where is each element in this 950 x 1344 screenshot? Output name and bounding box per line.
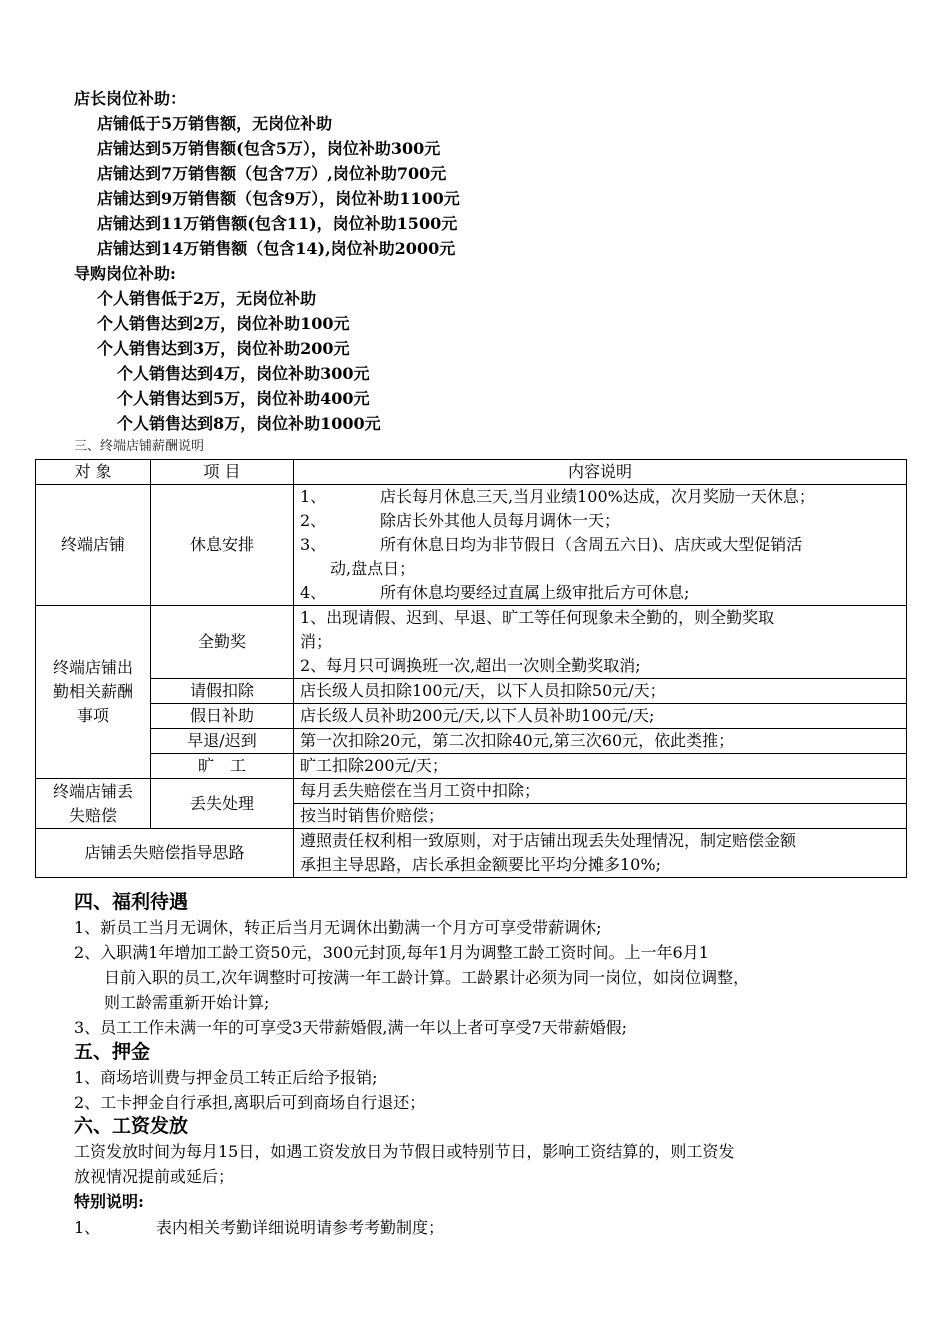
rest-item-cell: 休息安排 (151, 485, 294, 606)
manager-allowance-title: 店长岗位补助： (74, 89, 187, 108)
cell-text: 事项 (76, 706, 109, 725)
section5-item: 1、商场培训费与押金员工转正后给予报销; (74, 1068, 378, 1087)
loss-object-cell (36, 779, 151, 829)
special-notes-title: 特别说明: (74, 1192, 144, 1211)
section4-item: 日前入职的员工,次年调整时可按满一年工龄计算。工龄累计必须为同一岗位，如岗位调整， (104, 968, 750, 987)
full-attendance-content-cell (294, 606, 907, 679)
cell-text: 终端店铺丢 (52, 781, 133, 801)
list-item (300, 509, 900, 533)
item-number: 4、 (300, 583, 327, 602)
full-attendance-item-cell: 全勤奖 (151, 606, 294, 679)
loss-item-cell: 丢失处理 (151, 779, 294, 829)
manager-allowance-item: 店铺达到5万销售额(包含5万），岗位补助300元 (97, 139, 441, 158)
cell-text: 1、出现请假、迟到、早退、旷工等任何现象未全勤的，则全勤奖取 (300, 608, 775, 627)
table-row (36, 679, 907, 704)
manager-allowance-item: 店铺低于5万销售额，无岗位补助 (97, 114, 333, 133)
section6-text: 工资发放时间为每月15日，如遇工资发放日为节假日或特别节日，影响工资结算的，则工资发 (74, 1142, 735, 1161)
item-number: 3、 (300, 535, 327, 554)
cell-text: 消； (300, 632, 333, 651)
section6-text: 放视情况提前或延后； (74, 1167, 235, 1186)
guide-allowance-item: 个人销售达到3万，岗位补助200元 (97, 339, 350, 358)
rest-content-cell (294, 485, 907, 606)
rest-object-cell: 终端店铺 (36, 485, 151, 606)
absent-item-cell: 旷 工 (151, 754, 294, 779)
table-row (36, 754, 907, 779)
item-text: 所有休息日均为非节假日（含周五六日)、店庆或大型促销活 (380, 535, 803, 554)
loss-content-cell: 按当时销售价赔偿； (294, 804, 907, 829)
cell-text: 勤相关薪酬 (52, 682, 133, 701)
late-item-cell: 早退/迟到 (151, 729, 294, 754)
section4-item: 2、入职满1年增加工龄工资50元，300元封顶,每年1月为调整工龄工资时间。上一年6月1 (74, 943, 709, 962)
holiday-item-cell: 假日补助 (151, 704, 294, 729)
guide-allowance-item: 个人销售达到5万，岗位补助400元 (117, 389, 370, 408)
section5-title: 五、押金 (74, 1041, 151, 1063)
item-number: 2、 (300, 511, 327, 530)
late-content-cell: 第一次扣除20元，第二次扣除40元,第三次60元，依此类推； (294, 729, 907, 754)
special-note-number: 1、 (74, 1218, 101, 1237)
section4-item: 则工龄需重新开始计算; (104, 993, 270, 1012)
item-text: 店长每月休息三天,当月业绩100%达成，次月奖励一天休息； (380, 487, 815, 506)
table-row (36, 485, 907, 606)
guide-label-cell: 店铺丢失赔偿指导思路 (36, 829, 294, 878)
cell-text: 遵照责任权利相一致原则，对于店铺出现丢失处理情况，制定赔偿金额 (300, 831, 797, 850)
guide-allowance-item: 个人销售低于2万，无岗位补助 (97, 289, 317, 308)
header-item: 项 目 (151, 460, 294, 485)
section5-item: 2、工卡押金自行承担,离职后可到商场自行退还； (74, 1093, 426, 1112)
section4-title: 四、福利待遇 (74, 891, 189, 913)
guide-allowance-item: 个人销售达到8万，岗位补助1000元 (117, 414, 381, 433)
guide-allowance-title: 导购岗位补助: (74, 264, 176, 283)
header-content: 内容说明 (294, 460, 907, 485)
leave-item-cell: 请假扣除 (151, 679, 294, 704)
table-row (36, 606, 907, 679)
item-text-continued: 动,盘点日； (330, 559, 416, 578)
table-header-row (36, 460, 907, 485)
section3-title: 三、终端店铺薪酬说明 (74, 439, 205, 454)
table-row (36, 704, 907, 729)
section4-item: 3、员工工作未满一年的可享受3天带薪婚假,满一年以上者可享受7天带薪婚假; (74, 1018, 628, 1037)
section4-item: 1、新员工当月无调休，转正后当月无调休出勤满一个月方可享受带薪调休; (74, 918, 602, 937)
item-number: 1、 (300, 487, 327, 506)
section6-title: 六、工资发放 (74, 1115, 189, 1137)
cell-text: 终端店铺出 (52, 658, 133, 677)
list-item (300, 581, 900, 605)
table-row (36, 729, 907, 754)
item-text: 所有休息均要经过直属上级审批后方可休息; (380, 583, 690, 602)
manager-allowance-item: 店铺达到7万销售额（包含7万）,岗位补助700元 (97, 164, 447, 183)
manager-allowance-item: 店铺达到9万销售额（包含9万），岗位补助1100元 (97, 189, 460, 208)
header-object: 对 象 (36, 460, 151, 485)
leave-content-cell: 店长级人员扣除100元/天，以下人员扣除50元/天； (294, 679, 907, 704)
salary-table (35, 459, 907, 878)
loss-content-cell: 每月丢失赔偿在当月工资中扣除； (294, 779, 907, 804)
manager-allowance-item: 店铺达到11万销售额(包含11)，岗位补助1500元 (97, 214, 458, 233)
manager-allowance-item: 店铺达到14万销售额（包含14),岗位补助2000元 (97, 239, 456, 258)
table-row (36, 829, 907, 878)
item-text: 除店长外其他人员每月调休一天； (380, 511, 621, 530)
guide-content-cell (294, 829, 907, 878)
cell-text: 承担主导思路，店长承担金额要比平均分摊多10%; (300, 855, 661, 874)
special-note-text: 表内相关考勤详细说明请参考考勤制度； (156, 1218, 445, 1237)
list-item (300, 485, 900, 509)
cell-text: 2、每月只可调换班一次,超出一次则全勤奖取消; (300, 656, 641, 675)
guide-allowance-item: 个人销售达到2万，岗位补助100元 (97, 314, 350, 333)
table-row (36, 779, 907, 804)
absent-content-cell: 旷工扣除200元/天； (294, 754, 907, 779)
cell-text: 失赔偿 (68, 805, 117, 825)
holiday-content-cell: 店长级人员补助200元/天,以下人员补助100元/天; (294, 704, 907, 729)
guide-allowance-item: 个人销售达到4万，岗位补助300元 (117, 364, 370, 383)
attendance-object-cell (36, 606, 151, 779)
list-item (300, 533, 900, 557)
